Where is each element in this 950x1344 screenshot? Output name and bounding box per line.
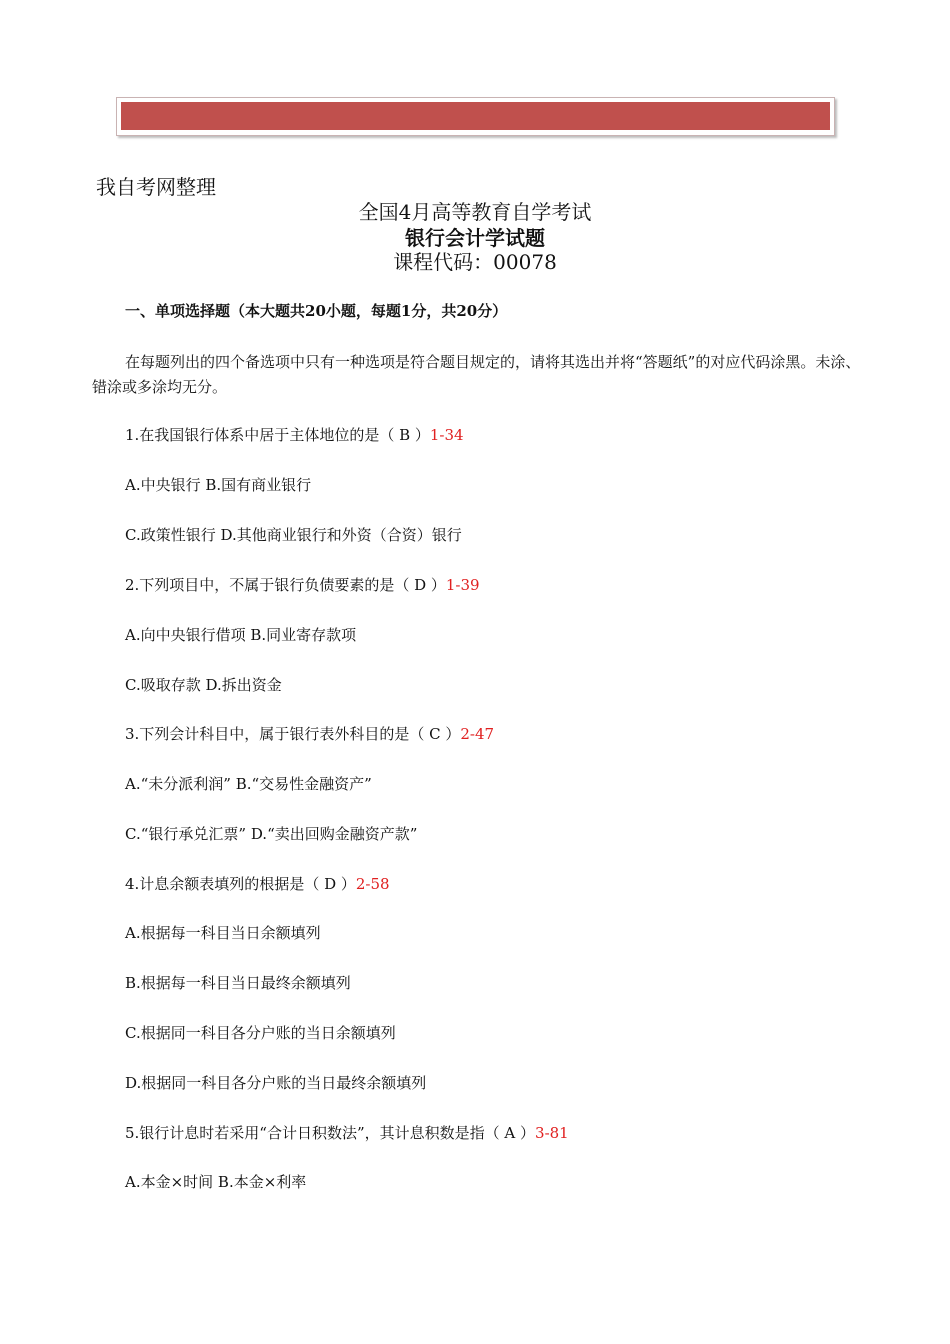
question-3-option-line: C.“银行承兑汇票” D.“卖出回购金融资产款” (125, 825, 418, 843)
question-4-option-line: B.根据每一科目当日最终余额填列 (125, 974, 351, 992)
question-3-ref: 2-47 (460, 725, 495, 743)
question-1-option-line: C.政策性银行 D.其他商业银行和外资（合资）银行 (125, 526, 462, 544)
question-1-option-line: A.中央银行 B.国有商业银行 (125, 476, 312, 494)
question-4-stem (125, 873, 390, 895)
header-banner-fill (121, 102, 830, 130)
question-4-text: 4.计息余额表填列的根据是（ D ） (125, 875, 356, 893)
question-4-option-line: D.根据同一科目各分户账的当日最终余额填列 (125, 1074, 427, 1092)
question-3-option-line: A.“未分派利润” B.“交易性金融资产” (125, 775, 372, 793)
question-4-ref: 2-58 (355, 875, 390, 893)
section-heading: 一、单项选择题（本大题共20小题，每题1分，共20分） (125, 302, 508, 320)
question-5-ref: 3-81 (535, 1124, 569, 1142)
paper-title: 银行会计学试题 (405, 226, 545, 250)
section-instructions: 在每题列出的四个备选项中只有一种选项是符合题目规定的，请将其选出并将“答题纸”的对应代码涂黑。未涂、错涂或多涂均无分。 (92, 353, 861, 396)
question-1-stem (125, 424, 464, 446)
question-2-ref: 1-39 (445, 576, 480, 594)
exam-name: 全国4月高等教育自学考试 (358, 200, 592, 224)
question-1-text: 1.在我国银行体系中居于主体地位的是（ B ） (125, 426, 430, 444)
question-2-stem (125, 574, 480, 596)
question-3-stem (125, 723, 494, 745)
course-code: 课程代码：00078 (393, 250, 557, 274)
question-3-text: 3.下列会计科目中，属于银行表外科目的是（ C ） (125, 725, 461, 743)
question-5-text: 5.银行计息时若采用“合计日积数法”，其计息积数是指（ A ） (125, 1124, 536, 1142)
watermark-text: 我自考网整理 (96, 175, 216, 199)
question-4-option-line: A.根据每一科目当日余额填列 (125, 924, 321, 942)
header-banner (116, 97, 835, 136)
question-2-text: 2.下列项目中，不属于银行负债要素的是（ D ） (125, 576, 446, 594)
question-4-option-line: C.根据同一科目各分户账的当日余额填列 (125, 1024, 396, 1042)
question-5-option-line: A.本金×时间 B.本金×利率 (125, 1173, 307, 1191)
question-5-stem (125, 1122, 569, 1144)
question-2-option-line: C.吸取存款 D.拆出资金 (125, 676, 282, 694)
question-2-option-line: A.向中央银行借项 B.同业寄存款项 (125, 626, 357, 644)
question-1-ref: 1-34 (429, 426, 464, 444)
